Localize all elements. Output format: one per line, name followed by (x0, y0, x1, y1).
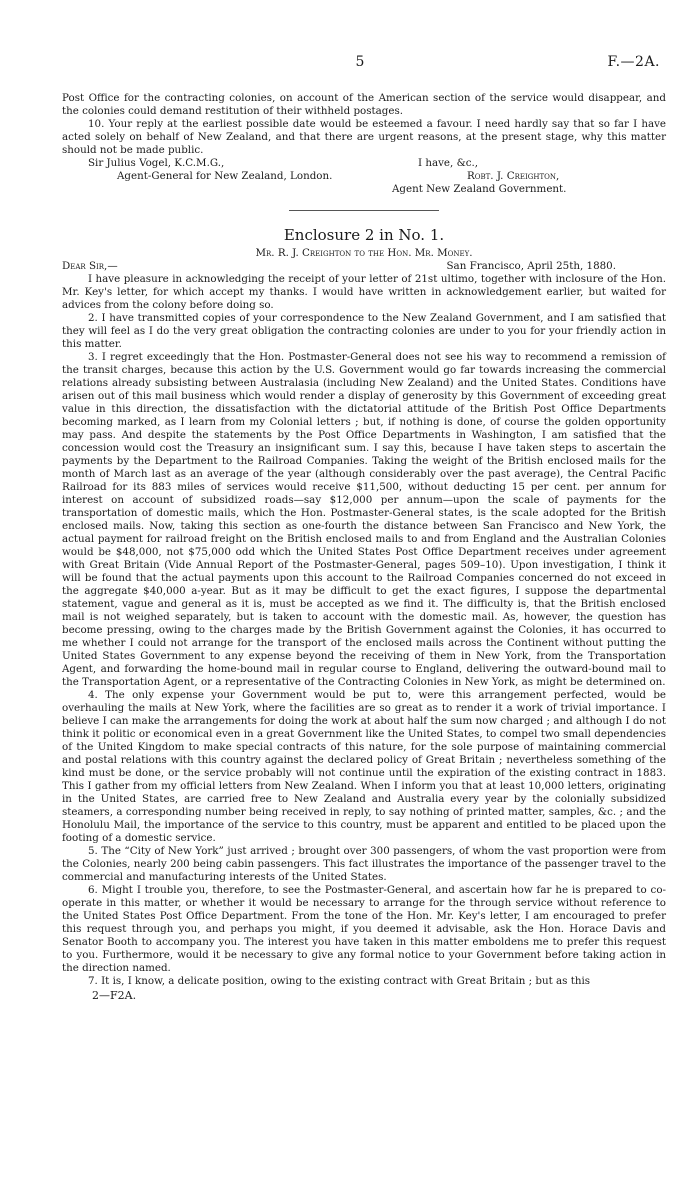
enclosure-paragraph: 5. The “City of New York” just arrived ; brought over 300 passengers, of whom the vast proportion were from the Colonies, nearly 200 being cabin passengers. This fact illustrates the importance of the passenger travel to the commercial and manufacturing interests of the United States. (62, 845, 666, 883)
signature-row-2 (62, 170, 666, 183)
signature-mark: 2—F2A. (92, 989, 137, 1002)
letter-continuation: Post Office for the contracting colonies, on account of the American section of the service would disappear, and the colonies could demand restitution of their withheld postages. (62, 92, 666, 117)
enclosure-title: Enclosure 2 in No. 1. (283, 226, 445, 244)
salutation-row (62, 260, 666, 273)
paragraph-10: 10. Your reply at the earliest possible date would be esteemed a favour. I need hardly say that so far I have acted solely on behalf of New Zealand, and that there are urgent reasons, at the present stage, why this matter should not be made public. (62, 118, 666, 156)
enclosure-paragraph: I have pleasure in acknowledging the receipt of your letter of 21st ultimo, together with inclosure of the Hon. Mr. Key's letter, for which accept my thanks. I would have written in acknowledgement earlier, but waited for advices from the colony before doing so. (62, 273, 666, 311)
enclosure-paragraph: 4. The only expense your Government would be put to, were this arrangement perfected, would be overhauling the mails at New York, where the facilities are so great as to render it a work of trivial importance. I believe I can make the arrangements for doing the work at about half the sum now charged ; and although I do not think it politic or economical even in a great Government like the United States, to compel two small dependencies of the United Kingdom to make special contracts of this nature, for the sole purpose of maintaining commercial and postal relations with this country against the declared policy of Great Britain ; nevertheless something of the kind must be done, or the service probably will not continue until the expiration of the existing contract in 1883. This I gather from my official letters from New Zealand. When I inform you that at least 10,000 letters, originating in the United States, are carried free to New Zealand and Australia every year by the colonially subsidized steamers, a corresponding number being received in reply, to say nothing of printed matter, samples, &c. ; and the Honolulu Mail, the importance of the service to this country, must be apparent and entitled to be placed upon the footing of a domestic service. (62, 689, 666, 844)
series-code: F.—2A. (607, 54, 660, 70)
addressee-title: Agent-General for New Zealand, London. (117, 170, 333, 182)
signer-name: Robt. J. Creighton, (467, 170, 560, 182)
signature-row-3 (62, 183, 666, 196)
enclosure-paragraph: 3. I regret exceedingly that the Hon. Postmaster-General does not see his way to recommend a remission of the transit charges, because this action by the U.S. Government would go far towards increasing the commercial relations already subsisting between Australasia (including New Zealand) and the United States. Conditions have arisen out of this mail business which would render a display of generosity by this Government of exceeding great value in this direction, the dissatisfaction with the dictatorial attitude of the British Post Office Departments becoming marked, as I learn from my Colonial letters ; but, if nothing is done, of course the golden opportunity may pass. And despite the statements by the Post Office Departments in Washington, I am satisfied that the concession would cost the Treasury an insignificant sum. I say this, because I have taken steps to ascertain the payments by the Department to the Railroad Companies. Taking the weight of the British enclosed mails for the month of March last as an average of the year (although considerably over the past average), the Central Pacific Railroad for its 883 miles of services would receive $11,500, without deducting 15 per cent. per annum for interest on account of subsidized roads—say $12,000 per annum—upon the scale of payments for the transportation of domestic mails, which the Hon. Postmaster-General states, is the scale adopted for the British enclosed mails. Now, taking this section as one-fourth the distance between San Francisco and New York, the actual payment for railroad freight on the British enclosed mails to and from England and the Australian Colonies would be $48,000, not $75,000 odd which the United States Post Office Department receives under agreement with Great Britain (Vide Annual Report of the Postmaster-General, pages 509–10). Upon investigation, I think it will be found that the actual payments upon this account to the Railroad Companies concerned do not exceed in the aggregate $40,000 a-year. But as it may be difficult to get the exact figures, I suppose the departmental statement, vague and general as it is, must be accepted as we find it. The difficulty is, that the British enclosed mail is not weighed separately, but is taken to account with the domestic mail. As, however, the question has become pressing, owing to the charges made by the British Government against the Colonies, it has occurred to me whether I could not arrange for the transport of the enclosed mails across the Continent without putting the United States Government to any expense beyond the receiving of them in New York, from the Transportation Agent, and forwarding the home-bound mail in regular course to England, delivering the outward-bound mail to the Transportation Agent, or a representative of the Contracting Colonies in New York, as might be determined on. (62, 351, 666, 688)
page-number: 5 (355, 54, 365, 70)
enclosure-paragraph: 2. I have transmitted copies of your correspondence to the New Zealand Government, and I am satisfied that they will feel as I do the very great obligation the contracting colonies are under to you for your friendly action in this matter. (62, 312, 666, 350)
enclosure-subtitle: Mr. R. J. Creighton to the Hon. Mr. Money. (255, 247, 473, 259)
signature-row-1 (62, 157, 666, 170)
section-divider (289, 210, 439, 211)
enclosure-paragraph: 6. Might I trouble you, therefore, to see the Postmaster-General, and ascertain how far he is prepared to co-operate in this matter, or whether it would be necessary to arrange for the through service without reference to the United States Post Office Department. From the tone of the Hon. Mr. Key's letter, I am encouraged to prefer this request through you, and perhaps you might, if you deemed it advisable, ask the Hon. Horace Davis and Senator Booth to accompany you. The interest you have taken in this matter emboldens me to prefer this request to you. Furthermore, would it be necessary to give any formal notice to your Government before taking action in the direction named. (62, 884, 666, 974)
page-body (62, 92, 666, 1002)
closing-phrase: I have, &c., (418, 157, 479, 169)
addressee-name: Sir Julius Vogel, K.C.M.G., (88, 157, 225, 169)
page-header (60, 56, 660, 74)
place-date: San Francisco, April 25th, 1880. (446, 260, 616, 272)
signer-title: Agent New Zealand Government. (392, 183, 567, 195)
enclosure-paragraph: 7. It is, I know, a delicate position, owing to the existing contract with Great Britain ; but as this (88, 975, 591, 987)
salutation: Dear Sir,— (62, 260, 118, 272)
